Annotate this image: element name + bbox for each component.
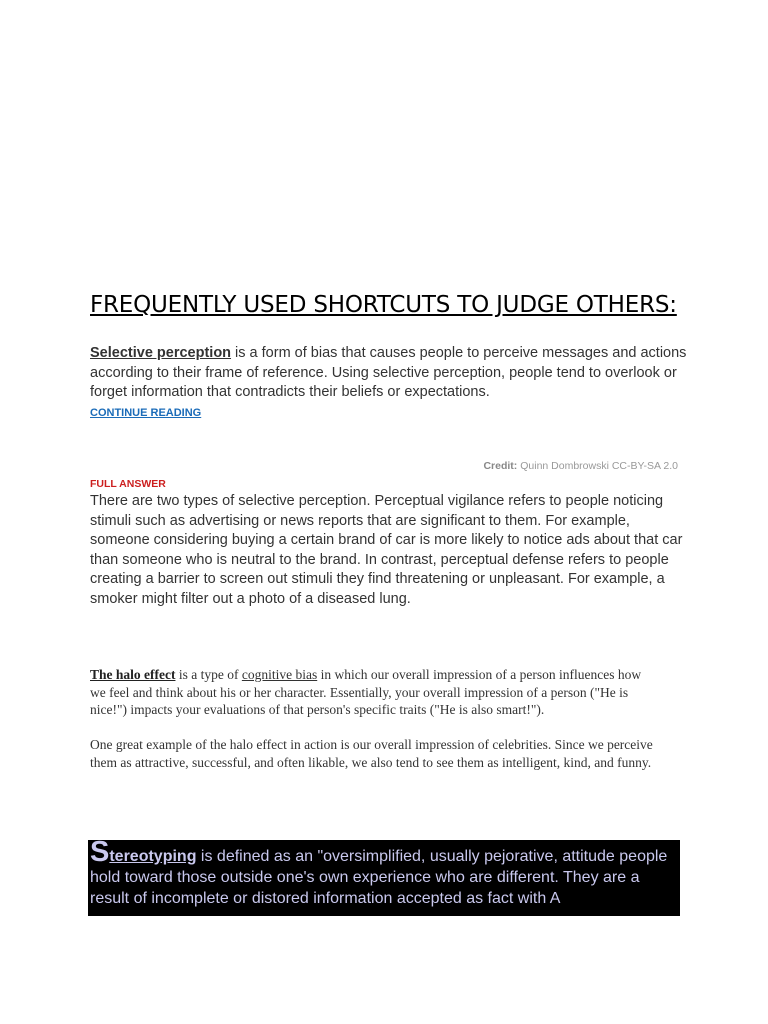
stereotyping-box xyxy=(88,840,680,916)
full-answer-label: FULL ANSWER xyxy=(90,478,166,490)
halo-example-paragraph: One great example of the halo effect in action is our overall impression of celebrities. Since we perceive them as attractive, successful, and often likable, we also tend to see them as intelligent, kind, and funny. xyxy=(90,737,653,770)
halo-text-b: in which our overall impression of a person influences how we feel and think about his or her character. Essentially, your overall impression of a person ("He is nice!") impacts your evaluations of that person's specific traits ("He is also smart!"). xyxy=(90,667,642,717)
selective-perception-paragraph xyxy=(90,344,690,403)
halo-effect-paragraph xyxy=(90,666,660,719)
selective-perception-term[interactable]: Selective perception xyxy=(90,345,232,361)
stereotyping-initial: S xyxy=(90,840,110,868)
stereotyping-paragraph xyxy=(88,840,680,909)
credit-label: Credit: xyxy=(483,460,518,472)
continue-reading-link[interactable]: CONTINUE READING xyxy=(90,407,202,419)
cognitive-bias-link[interactable]: cognitive bias xyxy=(241,667,318,682)
full-answer-paragraph: There are two types of selective perception. Perceptual vigilance refers to people noticing stimuli such as advertising or news reports that are significant to them. For example, someone considering buying a certain brand of car is more likely to notice ads about that car than someone who is neutral to the brand. In contrast, perceptual defense refers to people creating a barrier to screen out stimuli they find threatening or unpleasant. For example, a smoker might filter out a photo of a diseased lung. xyxy=(90,493,683,607)
image-credit xyxy=(483,460,678,472)
credit-text: Quinn Dombrowski CC-BY-SA 2.0 xyxy=(517,460,678,472)
halo-effect-term[interactable]: The halo effect xyxy=(90,667,176,682)
selective-perception-text: is a form of bias that causes people to perceive messages and actions according to their frame of reference. Using selective perception, people tend to overlook or forget information that contradicts their beliefs or expectations. xyxy=(90,345,687,400)
stereotyping-term[interactable]: tereotyping xyxy=(109,848,197,865)
stereotyping-text: is defined as an "oversimplified, usually pejorative, attitude people hold toward those outside one's own experience who are different. They are a result of incomplete or distored information accepted as fact with A xyxy=(90,848,668,907)
page-heading: FREQUENTLY USED SHORTCUTS TO JUDGE OTHERS: xyxy=(90,292,677,318)
halo-text-a: is a type of xyxy=(175,667,242,682)
